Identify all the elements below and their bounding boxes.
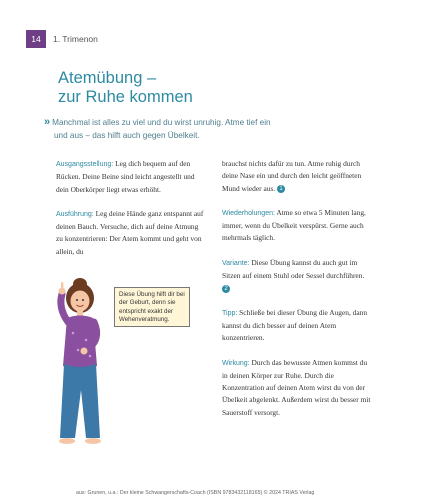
ausgangsstellung-paragraph: [56, 158, 206, 196]
tipp-paragraph: [222, 307, 372, 345]
continuation-paragraph: [222, 158, 372, 195]
title-line-2: zur Ruhe kommen: [58, 88, 193, 106]
footer-copyright: aus: Grunen, u.a.: Der kleine Schwangerschafts-Coach (ISBN 9783432118165) © 2024 TRIAS Verlag: [76, 490, 315, 496]
ausgangsstellung-label: Ausgangsstellung:: [56, 161, 114, 168]
variante-label: Variante:: [222, 259, 250, 267]
exercise-title: [58, 69, 193, 107]
intro-line-1: Manchmal ist alles zu viel und du wirst unruhig. Atme tief ein: [52, 118, 271, 127]
wirkung-paragraph: [222, 357, 372, 419]
right-column: [222, 158, 372, 431]
speech-bubble: [114, 287, 190, 327]
tipp-text: Schließe bei dieser Übung die Augen, dann kannst du dich besser auf deinen Atem konzentrieren.: [222, 307, 368, 343]
coach-figure-illustration: [40, 278, 120, 463]
figure-reference-2-icon: 2: [222, 285, 230, 293]
double-chevron-icon: »: [44, 116, 51, 128]
left-column: [56, 158, 206, 270]
speech-bubble-text: Diese Übung hilft dir bei der Geburt, denn sie entspricht exakt der Wehenveratmung.: [119, 291, 185, 324]
ausfuehrung-text: Leg deine Hände ganz entspannt auf deinen Bauch. Versuche, dich auf deine Atmung zu konzentrieren: Der Atem kommt und geht von allein, du: [56, 208, 204, 256]
ausfuehrung-paragraph: [56, 208, 206, 258]
section-title: 1. Trimenon: [53, 34, 98, 44]
wiederholungen-label: Wiederholungen:: [222, 209, 275, 217]
variante-paragraph: [222, 257, 372, 295]
running-header: [26, 30, 98, 48]
tipp-label: Tipp:: [222, 309, 238, 317]
wirkung-text: Durch das bewusste Atmen kommst du in deinen Körper zur Ruhe. Durch die Konzentration auf deinen Atem wirst du von der Übelkeit abgelenkt. Außerdem wirst du besser mit Sauerstoff versorgt.: [222, 357, 371, 417]
ausgangsstellung-text: Leg dich bequem auf den Rücken. Deine Beine sind leicht angestellt und dein Oberkörper liegt etwas erhöht.: [56, 159, 195, 194]
ausfuehrung-label: Ausführung:: [56, 210, 94, 218]
page-number-badge: 14: [26, 30, 46, 48]
intro-line-2: und aus – das hilft auch gegen Übelkeit.: [54, 131, 200, 140]
wiederholungen-paragraph: [222, 207, 372, 245]
figure-reference-1-icon: 1: [277, 185, 285, 193]
continuation-text: brauchst nichts dafür zu tun. Atme ruhig durch deine Nase ein und durch den leicht geöffneten Mund wieder aus.: [222, 159, 362, 193]
wirkung-label: Wirkung:: [222, 359, 250, 367]
wiederholungen-text: Atme so etwa 5 Minuten lang, immer, wenn du Übelkeit verspürst. Gerne auch mehrmals täglich.: [222, 207, 366, 243]
intro-text: [44, 116, 344, 142]
variante-text: Diese Übung kannst du auch gut im Sitzen auf einem Stuhl oder Sessel durchführen.: [222, 257, 365, 281]
title-line-1: Atemübung –: [58, 69, 157, 87]
